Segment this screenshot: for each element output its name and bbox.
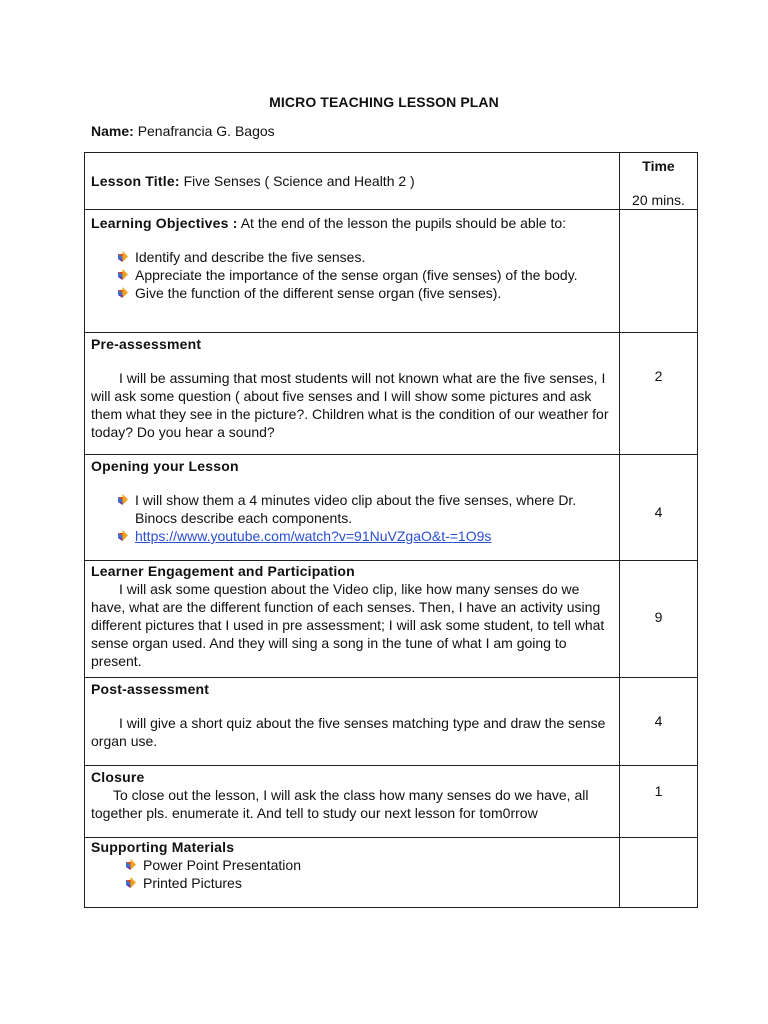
objective-text: Give the function of the different sense organ (five senses).: [135, 285, 502, 301]
engagement-label: Learner Engagement and Participation: [91, 563, 355, 579]
list-item: [117, 491, 613, 527]
pre-assessment-text: I will be assuming that most students will not known what are the five senses, I will ask some question ( about five senses and I will show some pictures and ask them what they see in the picture?. Children what is the condition of our weather for today? Do you hear a sound?: [91, 370, 609, 440]
lesson-title-value: Five Senses ( Science and Health 2 ): [183, 173, 415, 189]
list-item: [117, 266, 613, 284]
closure-text: To close out the lesson, I will ask the class how many senses do we have, all together pls. enumerate it. And tell to study our next lesson for tom0rrow: [91, 787, 589, 821]
time-label: Time: [642, 158, 675, 174]
objectives-list: [91, 248, 613, 302]
cell-materials-time: [620, 838, 698, 908]
cell-lesson-title: [85, 153, 620, 210]
cell-opening-time: [620, 455, 698, 561]
objective-text: Appreciate the importance of the sense organ (five senses) of the body.: [135, 267, 578, 283]
name-value: Penafrancia G. Bagos: [137, 123, 275, 139]
engagement-minutes: 9: [654, 609, 663, 625]
opening-list: [91, 491, 613, 545]
row-post-assessment: [85, 678, 698, 766]
post-assessment-text: I will give a short quiz about the five senses matching type and draw the sense organ use.: [91, 715, 606, 749]
post-assessment-minutes: 4: [654, 713, 663, 729]
pre-assessment-label: Pre-assessment: [91, 336, 202, 352]
objective-text: Identify and describe the five senses.: [135, 249, 366, 265]
list-item: [117, 248, 613, 266]
list-item: [117, 527, 613, 545]
closure-minutes: 1: [654, 783, 663, 799]
row-opening: [85, 455, 698, 561]
objectives-label: Learning Objectives :: [91, 215, 238, 231]
row-engagement: [85, 561, 698, 678]
lesson-title-label: Lesson Title:: [91, 173, 180, 189]
cell-materials: [85, 838, 620, 908]
cell-objectives-time: [620, 210, 698, 333]
cell-post-assessment: [85, 678, 620, 766]
video-link[interactable]: https://www.youtube.com/watch?v=91NuVZgaO&t-=1O9s: [135, 528, 492, 544]
cell-opening: [85, 455, 620, 561]
cell-closure: [85, 766, 620, 838]
row-closure: [85, 766, 698, 838]
materials-list: [91, 856, 613, 892]
opening-text: I will show them a 4 minutes video clip about the five senses, where Dr. Binocs describe each components.: [135, 492, 577, 526]
post-assessment-label: Post-assessment: [91, 681, 210, 697]
cell-engagement: [85, 561, 620, 678]
arrow-bullet-icon: [117, 287, 128, 298]
opening-label: Opening your Lesson: [91, 458, 239, 474]
arrow-bullet-icon: [117, 251, 128, 262]
row-lesson-title: [85, 153, 698, 210]
author-line: [91, 123, 275, 139]
time-total: 20 mins.: [632, 192, 685, 208]
cell-post-assessment-time: [620, 678, 698, 766]
closure-label: Closure: [91, 769, 145, 785]
arrow-bullet-icon: [117, 494, 128, 505]
material-text: Printed Pictures: [143, 875, 242, 891]
material-text: Power Point Presentation: [143, 857, 301, 873]
cell-engagement-time: [620, 561, 698, 678]
cell-objectives: [85, 210, 620, 333]
materials-label: Supporting Materials: [91, 839, 235, 855]
row-pre-assessment: [85, 333, 698, 455]
page-title: MICRO TEACHING LESSON PLAN: [269, 94, 499, 110]
name-label: Name:: [91, 123, 134, 139]
list-item: [117, 284, 613, 302]
cell-closure-time: [620, 766, 698, 838]
opening-minutes: 4: [654, 504, 663, 520]
arrow-bullet-icon: [117, 530, 128, 541]
pre-assessment-minutes: 2: [654, 368, 663, 384]
cell-pre-assessment-time: [620, 333, 698, 455]
cell-time-header: [620, 153, 698, 210]
engagement-text: I will ask some question about the Video clip, like how many senses do we have, what are the different function of each senses. Then, I have an activity using different pictures that I used in pre assessment; I will ask some student, to tell what sense organ used. And they will sing a song in the tune of what I am going to present.: [91, 581, 605, 669]
arrow-bullet-icon: [125, 877, 136, 888]
lesson-plan-table: [84, 152, 698, 908]
cell-pre-assessment: [85, 333, 620, 455]
row-materials: [85, 838, 698, 908]
arrow-bullet-icon: [125, 859, 136, 870]
objectives-intro: At the end of the lesson the pupils should be able to:: [240, 215, 567, 231]
arrow-bullet-icon: [117, 269, 128, 280]
row-objectives: [85, 210, 698, 333]
list-item: [125, 856, 613, 874]
list-item: [125, 874, 613, 892]
